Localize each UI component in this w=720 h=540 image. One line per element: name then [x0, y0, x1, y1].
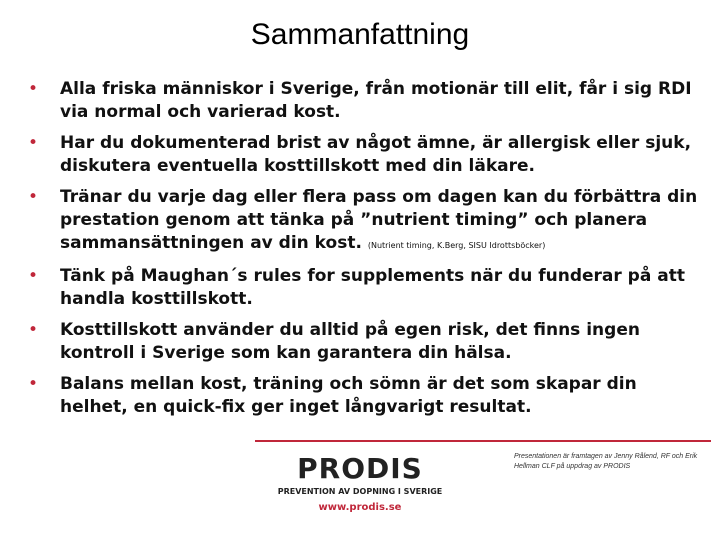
bullet-item	[28, 186, 700, 257]
bullet-dot-icon: •	[28, 320, 39, 340]
bullet-dot-icon: •	[28, 133, 39, 153]
bullet-item	[28, 265, 700, 311]
bullet-list	[28, 78, 700, 427]
bullet-text: Tänk på Maughan´s rules for supplements när du funderar på att handla kosttillskott.	[60, 266, 685, 309]
prodis-logo	[260, 452, 460, 534]
bullet-reference-note: (Nutrient timing, K.Berg, SISU Idrottsböcker)	[367, 241, 546, 250]
bullet-text: Balans mellan kost, träning och sömn är det som skapar din helhet, en quick-fix ger inget långvarigt resultat.	[60, 374, 637, 417]
bullet-item	[28, 319, 700, 365]
slide-title: Sammanfattning	[250, 18, 470, 51]
bullet-dot-icon: •	[28, 266, 39, 286]
logo-name: PRODIS	[297, 452, 423, 485]
bullet-dot-icon: •	[28, 79, 39, 99]
logo-tagline: PREVENTION AV DOPNING I SVERIGE	[277, 487, 443, 496]
bullet-item	[28, 78, 700, 124]
bullet-item	[28, 373, 700, 419]
credit-text: Presentationen är framtagen av Jenny Rålend, RF och Erik Hellman CLF på uppdrag av PRODIS	[514, 453, 698, 470]
logo-url: www.prodis.se	[318, 502, 402, 513]
bullet-dot-icon: •	[28, 187, 39, 207]
bullet-text: Alla friska människor i Sverige, från motionär till elit, får i sig RDI via normal och varierad kost.	[60, 79, 692, 122]
footer-divider	[255, 440, 711, 442]
bullet-text: Kosttillskott använder du alltid på egen risk, det finns ingen kontroll i Sverige som kan garantera din hälsa.	[60, 320, 640, 363]
bullet-text: Har du dokumenterad brist av något ämne, är allergisk eller sjuk, diskutera eventuella kosttillskott med din läkare.	[60, 133, 692, 176]
bullet-text: Tränar du varje dag eller flera pass om dagen kan du förbättra din prestation genom att tänka på ”nutrient timing” och planera sammansättningen av din kost.	[60, 187, 698, 253]
bullet-dot-icon: •	[28, 374, 39, 394]
bullet-item	[28, 132, 700, 178]
